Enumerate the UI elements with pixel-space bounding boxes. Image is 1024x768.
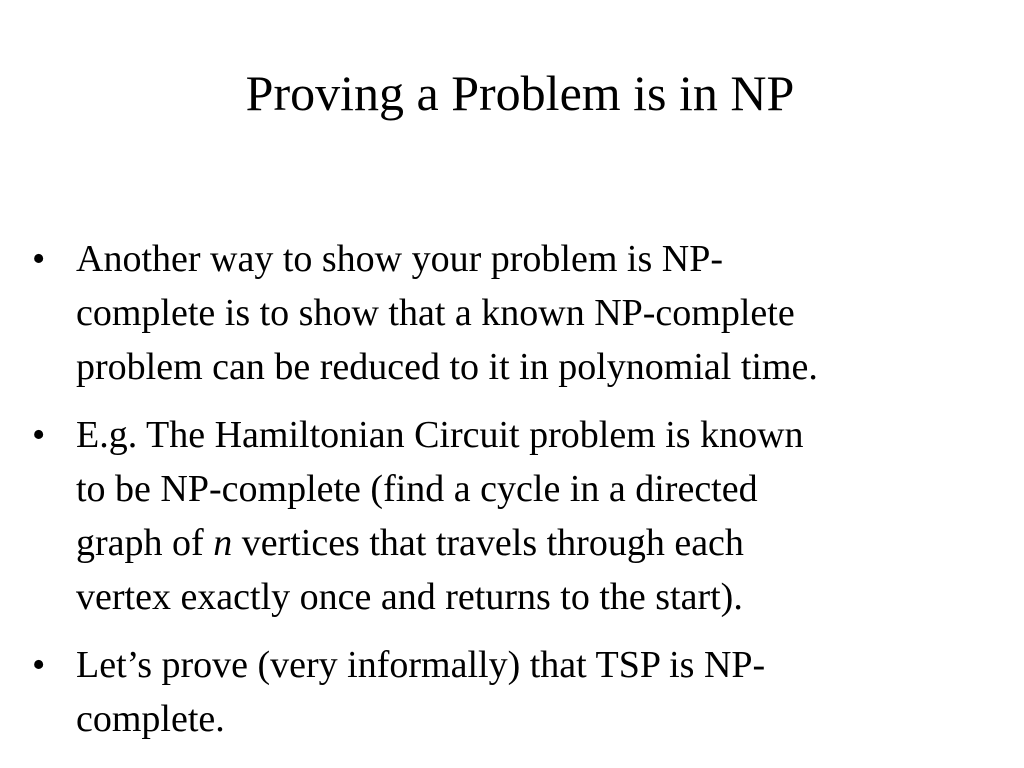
bullet-1-line-3: problem can be reduced to it in polynomial time. bbox=[76, 346, 818, 388]
bullet-icon: • bbox=[32, 414, 46, 456]
bullet-list bbox=[32, 232, 992, 746]
bullet-2-line-2: to be NP-complete (find a cycle in a directed bbox=[76, 468, 758, 510]
bullet-item-1 bbox=[32, 232, 992, 394]
bullet-item-2 bbox=[32, 408, 992, 624]
bullet-3-line-2: complete. bbox=[76, 698, 225, 740]
slide-title: Proving a Problem is in NP bbox=[245, 65, 795, 121]
bullet-2-line-3-before: graph of bbox=[76, 522, 214, 564]
bullet-icon: • bbox=[32, 644, 46, 686]
variable-n: n bbox=[213, 522, 233, 564]
bullet-1-line-2: complete is to show that a known NP-complete bbox=[76, 292, 795, 334]
bullet-2-line-3 bbox=[76, 516, 992, 570]
bullet-icon: • bbox=[32, 238, 46, 280]
bullet-item-3 bbox=[32, 638, 992, 746]
bullet-2-line-1: E.g. The Hamiltonian Circuit problem is known bbox=[76, 414, 804, 456]
bullet-2-line-3-after: vertices that travels through each bbox=[232, 522, 744, 564]
bullet-3-line-1: Let’s prove (very informally) that TSP is NP- bbox=[76, 644, 766, 686]
bullet-2-line-4: vertex exactly once and returns to the start). bbox=[76, 576, 743, 618]
bullet-1-line-1: Another way to show your problem is NP- bbox=[76, 238, 723, 280]
